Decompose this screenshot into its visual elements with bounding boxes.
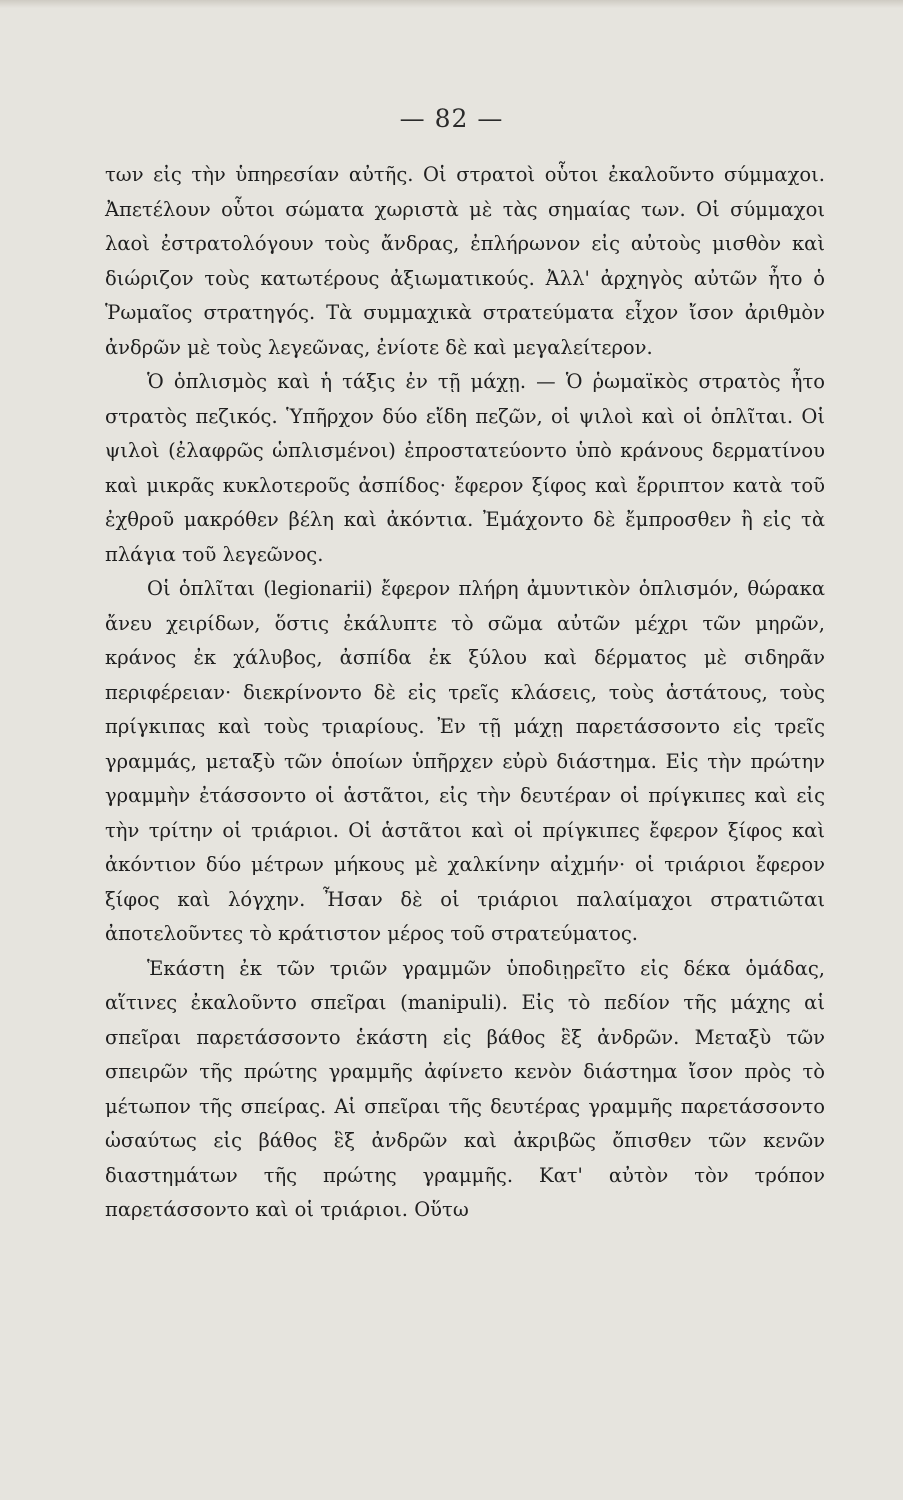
page-edge xyxy=(0,0,903,8)
paragraph-4: Ἑκάστη ἐκ τῶν τριῶν γραμμῶν ὑποδιῃρεῖτο εἰς δέκα ὁμάδας, αἵτινες ἐκαλοῦντο σπεῖραι (manipuli). Εἰς τὸ πεδίον τῆς μάχης αἱ σπεῖραι παρετάσσοντο ἑκάστη εἰς βάθος ἓξ ἀνδρῶν. Μεταξὺ τῶν σπειρῶν τῆς πρώτης γραμμῆς ἀφίνετο κενὸν διάστημα ἴσον πρὸς τὸ μέτωπον τῆς σπείρας. Αἱ σπεῖραι τῆς δευτέρας γραμμῆς παρετάσσοντο ὡσαύτως εἰς βάθος ἓξ ἀνδρῶν καὶ ἀκριβῶς ὄπισθεν τῶν κενῶν διαστημάτων τῆς πρώτης γραμμῆς. Κατ' αὐτὸν τὸν τρόπον παρετάσσοντο καὶ οἱ τριάριοι. Οὕτω xyxy=(105,956,825,1221)
body-text xyxy=(105,158,825,1228)
paragraph-3: Οἱ ὁπλῖται (legionarii) ἔφερον πλήρη ἀμυντικὸν ὁπλισμόν, θώρακα ἄνευ χειρίδων, ὅστις ἐκάλυπτε τὸ σῶμα αὐτῶν μέχρι τῶν μηρῶν, κράνος ἐκ χάλυβος, ἀσπίδα ἐκ ξύλου καὶ δέρματος μὲ σιδηρᾶν περιφέρειαν· διεκρίνοντο δὲ εἰς τρεῖς κλάσεις, τοὺς ἁστάτους, τοὺς πρίγκιπας καὶ τοὺς τριαρίους. Ἐν τῇ μάχῃ παρετάσσοντο εἰς τρεῖς γραμμάς, μεταξὺ τῶν ὁποίων ὑπῆρχεν εὐρὺ διάστημα. Εἰς τὴν πρώτην γραμμὴν ἐτάσσοντο οἱ ἁστᾶτοι, εἰς τὴν δευτέραν οἱ πρίγκιπες καὶ εἰς τὴν τρίτην οἱ τριάριοι. Οἱ ἁστᾶτοι καὶ οἱ πρίγκιπες ἔφερον ξίφος καὶ ἀκόντιον δύο μέτρων μήκους μὲ χαλκίνην αἰχμήν· οἱ τριάριοι ἔφερον ξίφος καὶ λόγχην. Ἦσαν δὲ οἱ τριάριοι παλαίμαχοι στρατιῶται ἀποτελοῦντες τὸ κράτιστον μέρος τοῦ στρατεύματος. xyxy=(105,577,825,945)
paragraph-2: Ὁ ὁπλισμὸς καὶ ἡ τάξις ἐν τῇ μάχῃ. — Ὁ ῥωμαϊκὸς στρατὸς ἦτο στρατὸς πεζικός. Ὑπῆρχον δύο εἴδη πεζῶν, οἱ ψιλοὶ καὶ οἱ ὁπλῖται. Οἱ ψιλοὶ (ἐλαφρῶς ὡπλισμένοι) ἐπροστατεύοντο ὑπὸ κράνους δερματίνου καὶ μικρᾶς κυκλοτεροῦς ἀσπίδος· ἔφερον ξίφος καὶ ἔρριπτον κατὰ τοῦ ἐχθροῦ μακρόθεν βέλη καὶ ἀκόντια. Ἐμάχοντο δὲ ἔμπροσθεν ἢ εἰς τὰ πλάγια τοῦ λεγεῶνος. xyxy=(105,370,825,566)
page-number: — 82 — xyxy=(399,104,504,133)
paragraph-1: των εἰς τὴν ὑπηρεσίαν αὐτῆς. Οἱ στρατοὶ οὗτοι ἐκαλοῦντο σύμμαχοι. Ἀπετέλουν οὗτοι σώματα χωριστὰ μὲ τὰς σημαίας των. Οἱ σύμμαχοι λαοὶ ἐστρατολόγουν τοὺς ἄνδρας, ἐπλήρωνον εἰς αὐτοὺς μισθὸν καὶ διώριζον τοὺς κατωτέρους ἀξιωματικούς. Ἀλλ' ἀρχηγὸς αὐτῶν ἦτο ὁ Ῥωμαῖος στρατηγός. Τὰ συμμαχικὰ στρατεύματα εἶχον ἴσον ἀριθμὸν ἀνδρῶν μὲ τοὺς λεγεῶνας, ἐνίοτε δὲ καὶ μεγαλείτερον. xyxy=(105,163,825,359)
